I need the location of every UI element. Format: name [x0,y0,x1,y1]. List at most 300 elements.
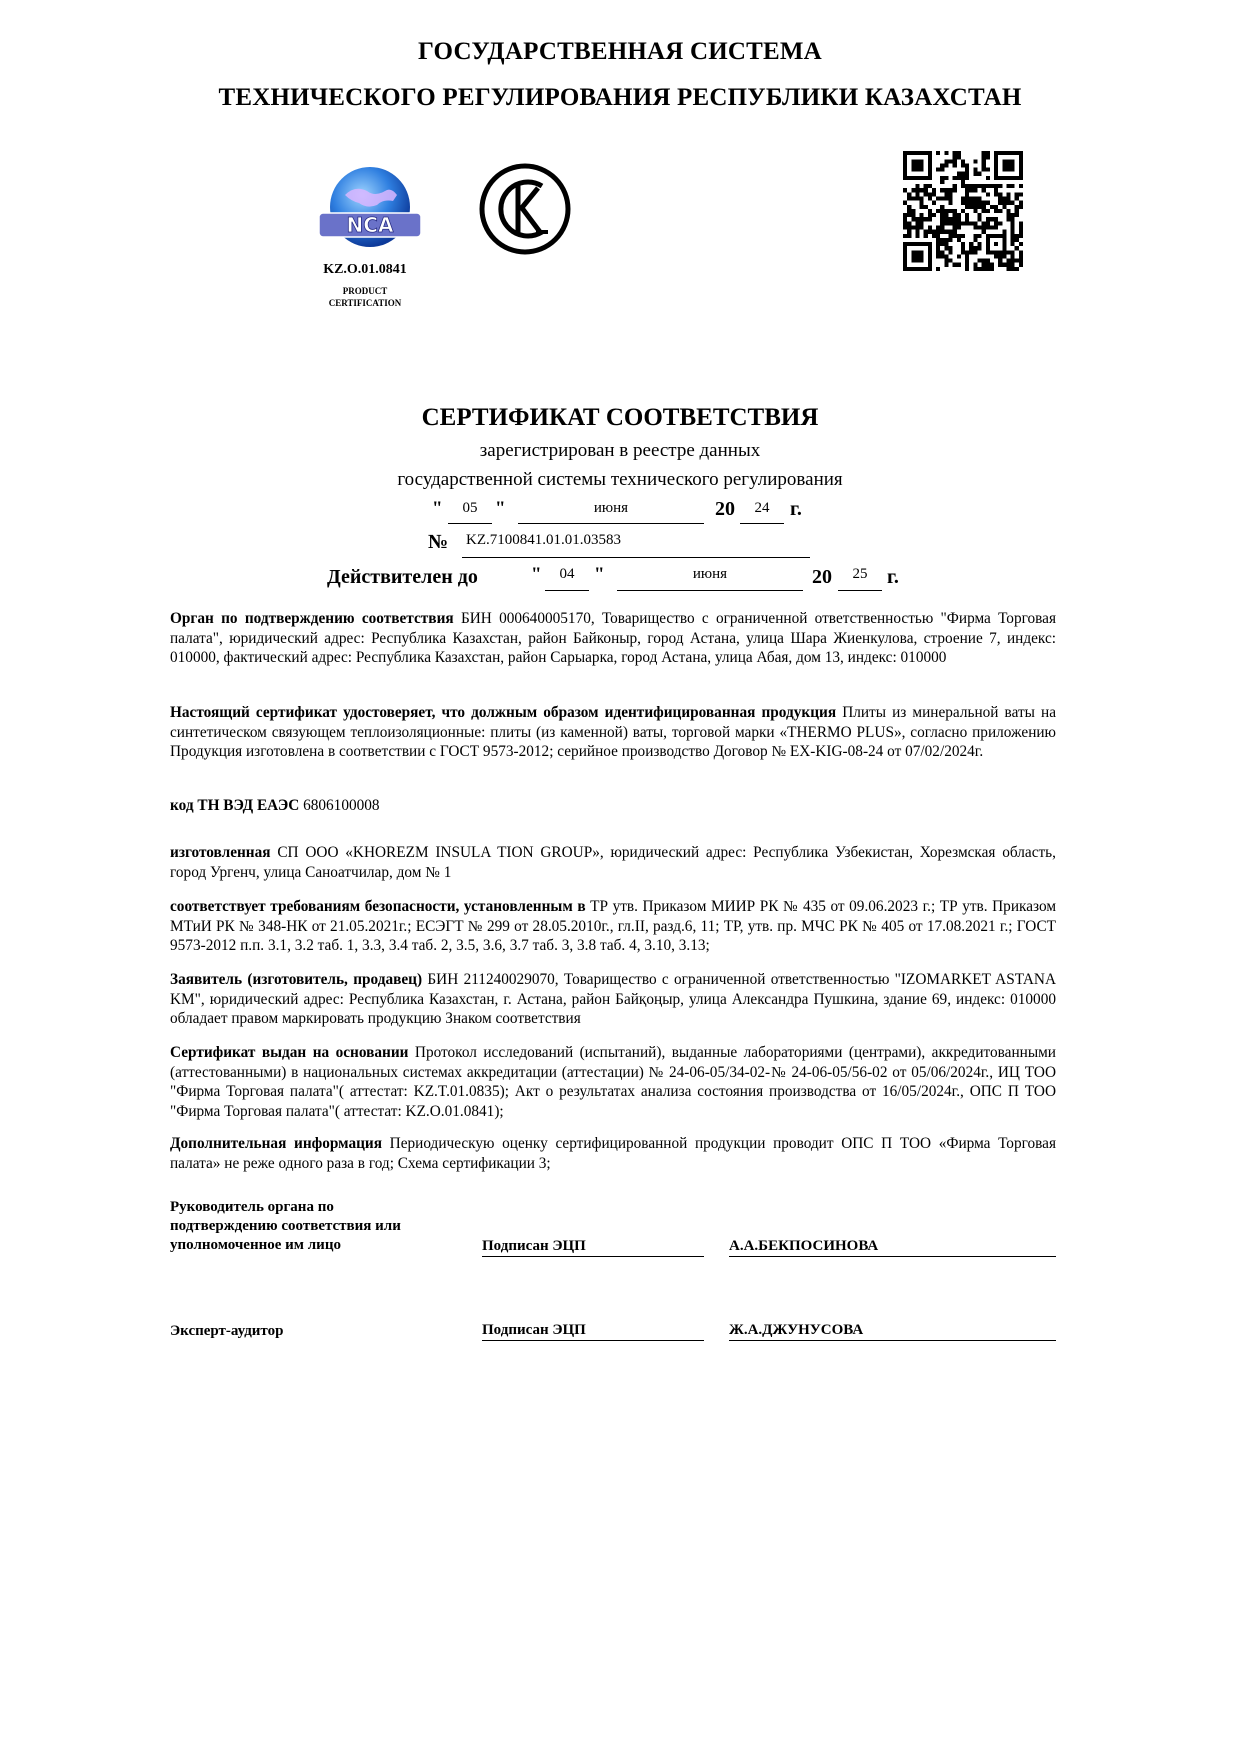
reg-date-year: 24 [754,500,770,516]
qr-module [1006,176,1010,180]
head-signed-ecp: Подписан ЭЦП [482,1238,586,1254]
qr-module [994,176,998,180]
qr-module [907,192,911,196]
qr-module [982,205,986,209]
certification-body-label: Орган по подтверждению соответствия [170,610,454,627]
qr-module [920,250,924,254]
qr-module [982,230,986,234]
qr-module [920,242,924,246]
qr-module [1019,250,1023,254]
qr-module [903,234,907,238]
qr-module [920,221,924,225]
qr-module [940,213,944,217]
qr-module [1015,176,1019,180]
product-label: Настоящий сертификат удостоверяет, что должным образом идентифицированная продукция [170,704,837,721]
qr-module [949,250,953,254]
qr-module [944,263,948,267]
qr-module [986,225,990,229]
qr-module [1015,259,1019,263]
reg-date-month-underline [518,523,704,524]
qr-module [986,176,990,180]
qr-module [965,201,969,205]
qr-module [998,234,1002,238]
qr-module [915,225,919,229]
qr-module [994,159,998,163]
qr-module [920,254,924,258]
qr-module [973,246,977,250]
qr-module [920,201,924,205]
head-signatory-name: А.А.БЕКПОСИНОВА [729,1238,879,1254]
qr-module [911,217,915,221]
qr-module [969,242,973,246]
valid-date-month: июня [692,566,728,582]
qr-module [936,151,940,155]
qr-module [1006,209,1010,213]
qr-module [1002,242,1006,246]
qr-module [965,168,969,172]
qr-module [1006,259,1010,263]
qr-module [994,217,998,221]
qr-module [982,225,986,229]
qr-module [977,234,981,238]
qr-module [1015,192,1019,196]
qr-module [998,221,1002,225]
qr-module [973,197,977,201]
reg-date-century: 20 [715,498,735,520]
head-signatory-line-3: уполномоченное им лицо [170,1237,341,1253]
qr-module [973,225,977,229]
qr-module [932,234,936,238]
qr-module [928,155,932,159]
qr-module [903,151,907,155]
qr-module [940,168,944,172]
qr-module [1002,176,1006,180]
qr-module [903,188,907,192]
qr-module [969,188,973,192]
basis-text: Протокол исследований (испытаний), выданные лабораториями (центрами), аккредитованными (аттестованными) в национальных системах аккредитации (аттестации) № 24-06-05/34-02-№ 24-06-05/56-02 от 05/06/2024г., ИЦ ТОО "Фирма Торговая палата"( аттестат: KZ.T.01.0835); Акт о результатах анализа состояния производства от 16/05/2024г., ОПС П ТОО "Фирма Торговая палата"( аттестат: KZ.O.01.0841); [170,1044,1056,1120]
qr-module [1011,151,1015,155]
qr-module [965,192,969,196]
qr-module [965,188,969,192]
qr-module [957,217,961,221]
qr-module [965,172,969,176]
qr-module [961,163,965,167]
qr-module [928,225,932,229]
qr-module [949,259,953,263]
qr-module [977,246,981,250]
qr-module [1015,209,1019,213]
qr-module [1019,201,1023,205]
qr-module [977,205,981,209]
qr-module [986,221,990,225]
manufacturer-label: изготовленная [170,844,271,861]
qr-module [953,184,957,188]
qr-module [965,254,969,258]
registry-line-1: зарегистрирован в реестре данных [479,440,761,461]
qr-module [973,221,977,225]
qr-module [949,234,953,238]
qr-module [1019,221,1023,225]
qr-module [1011,217,1015,221]
qr-module [903,246,907,250]
qr-module [998,192,1002,196]
qr-module [928,263,932,267]
qr-module [928,242,932,246]
qr-module [920,163,924,167]
qr-module [936,168,940,172]
qr-module [911,254,915,258]
qr-module [949,188,953,192]
qr-module [969,184,973,188]
qr-module [903,213,907,217]
expert-auditor-label: Эксперт-аудитор [170,1323,284,1339]
qr-module [911,225,915,229]
qr-module [920,168,924,172]
qr-module [977,172,981,176]
qr-module [994,242,998,246]
qr-module [986,151,990,155]
qr-module [915,242,919,246]
qr-module [1011,184,1015,188]
qr-module [936,197,940,201]
qr-module [994,205,998,209]
qr-module [1006,217,1010,221]
qr-module [994,155,998,159]
qr-module [928,254,932,258]
qr-module [940,209,944,213]
qr-module [977,259,981,263]
qr-module [982,267,986,271]
head-signature-line [482,1256,704,1257]
qr-module [907,213,911,217]
qr-module [1015,238,1019,242]
qr-module [990,250,994,254]
qr-module [1002,238,1006,242]
qr-module [928,267,932,271]
requirements-section [170,897,1056,956]
qr-module [986,259,990,263]
qr-module [1002,246,1006,250]
qr-module [961,184,965,188]
valid-date-suffix: г. [887,566,899,588]
qr-module [928,259,932,263]
qr-module [977,184,981,188]
qr-module [973,234,977,238]
qr-module [1019,151,1023,155]
certificate-number-underline [462,557,810,558]
qr-module [920,176,924,180]
qr-module [936,230,940,234]
qr-module [965,197,969,201]
qr-module [924,234,928,238]
qr-module [965,217,969,221]
qr-module [924,176,928,180]
qr-module [994,225,998,229]
qr-module [953,225,957,229]
qr-module [911,259,915,263]
qr-module [915,188,919,192]
qr-module [924,205,928,209]
qr-module [998,176,1002,180]
qr-module [907,197,911,201]
qr-module [973,159,977,163]
qr-module [1006,263,1010,267]
qr-module [1006,168,1010,172]
qr-module [949,230,953,234]
qr-module [911,209,915,213]
qr-module [953,221,957,225]
qr-module [977,242,981,246]
qr-module [986,184,990,188]
qr-module [949,246,953,250]
qr-module [973,250,977,254]
qr-module [953,159,957,163]
qr-module [949,197,953,201]
qr-module [940,242,944,246]
qr-module [982,209,986,213]
qr-module [911,188,915,192]
qr-module [1019,259,1023,263]
qr-module [944,213,948,217]
qr-module [907,205,911,209]
qr-module [982,184,986,188]
qr-module [1011,221,1015,225]
qr-module [1011,267,1015,271]
qr-module [961,197,965,201]
qr-module [928,151,932,155]
qr-module [915,184,919,188]
qr-module [928,197,932,201]
qr-module [1019,192,1023,196]
qr-module [915,259,919,263]
qr-module [911,242,915,246]
qr-module [911,168,915,172]
qr-module [915,221,919,225]
qr-module [1002,197,1006,201]
qr-module [1011,159,1015,163]
qr-module [982,263,986,267]
qr-module [940,176,944,180]
qr-module [903,250,907,254]
qr-module [903,159,907,163]
qr-module [998,197,1002,201]
qr-module [928,192,932,196]
reg-date-day-underline [448,523,492,524]
qr-module [957,263,961,267]
qr-module [907,176,911,180]
qr-module [1019,168,1023,172]
head-signatory-label [170,1198,401,1255]
qr-module [903,172,907,176]
qr-module [903,176,907,180]
qr-module [957,238,961,242]
qr-module [1011,213,1015,217]
qr-module [961,209,965,213]
qr-module [994,250,998,254]
qr-module [990,205,994,209]
qr-module [973,267,977,271]
qr-module [920,197,924,201]
qr-module [953,213,957,217]
qr-module [1011,250,1015,254]
qr-module [969,221,973,225]
certificate-title: СЕРТИФИКАТ СООТВЕТСТВИЯ [421,404,819,431]
qr-module [953,217,957,221]
qr-module [1019,172,1023,176]
qr-module [977,267,981,271]
qr-module [953,209,957,213]
qr-module [969,246,973,250]
qr-module [1006,201,1010,205]
qr-module [907,221,911,225]
qr-module [944,246,948,250]
qr-module [911,267,915,271]
qr-module [1002,168,1006,172]
qr-module [982,151,986,155]
qr-module [928,184,932,188]
qr-module [911,159,915,163]
qr-module [957,151,961,155]
qr-module [940,205,944,209]
qr-module [940,230,944,234]
qr-module [924,192,928,196]
qr-module [944,254,948,258]
qr-module [965,259,969,263]
additional-info-section [170,1134,1056,1173]
qr-module [994,172,998,176]
qr-module [973,205,977,209]
qr-module [990,184,994,188]
qr-module [924,151,928,155]
qr-module [903,259,907,263]
qr-module [1002,234,1006,238]
qr-module [965,205,969,209]
qr-module [1015,234,1019,238]
qr-module [907,267,911,271]
qr-module [982,168,986,172]
qr-module [1019,225,1023,229]
qr-module [903,163,907,167]
head-name-line [729,1256,1056,1257]
manufacturer-text: СП ООО «KHOREZM INSULA TION GROUP», юридический адрес: Республика Узбекистан, Хорезмская область, город Ургенч, улица Саноатчилар, дом № 1 [170,844,1056,881]
qr-module [936,238,940,242]
qr-module [1019,254,1023,258]
qr-module [994,209,998,213]
qr-module [924,184,928,188]
requirements-text: ТР утв. Приказом МИИР РК № 435 от 09.06.2023 г.; ТР утв. Приказом МТиИ РК № 348-НК от 21.05.2021г.; ЕСЭГТ № 299 от 28.05.2010г., гл.II, разд.6, 11; ТР, утв. пр. МЧС РК № 405 от 17.08.2021 г.; ГОСТ 9573-2012 п.п. 3.1, 3.2 таб. 1, 3.3, 3.4 таб. 2, 3.5, 3.6, 3.7 таб. 3, 3.8 таб. 4, 3.10, 3.13; [170,898,1057,954]
qr-module [982,159,986,163]
qr-module [961,176,965,180]
head-signatory-line-2: подтверждению соответствия или [170,1218,401,1234]
valid-date-century: 20 [812,566,832,588]
qr-module [911,250,915,254]
qr-module [998,263,1002,267]
qr-module [915,217,919,221]
qr-module [973,188,977,192]
qr-module [953,151,957,155]
head-signatory-line-1: Руководитель органа по [170,1199,334,1215]
qr-module [982,259,986,263]
qr-module [903,267,907,271]
qr-module [961,180,965,184]
qr-module [907,234,911,238]
qr-module [994,234,998,238]
qr-module [998,254,1002,258]
qr-module [920,259,924,263]
header-line-1: ГОСУДАРСТВЕННАЯ СИСТЕМА [418,38,822,65]
qr-module [944,151,948,155]
qr-module [915,197,919,201]
qr-module [977,213,981,217]
qr-module [1011,242,1015,246]
qr-module [924,267,928,271]
qr-module [957,155,961,159]
qr-module [1015,151,1019,155]
tnved-section [170,796,1056,816]
nca-subtitle-line-2: CERTIFICATION [328,298,402,308]
qr-module [982,188,986,192]
qr-module [990,234,994,238]
qr-module [915,254,919,258]
qr-module [998,201,1002,205]
qr-module [961,234,965,238]
qr-module [953,234,957,238]
valid-date-year: 25 [852,566,868,582]
qr-module [907,151,911,155]
qr-module [911,151,915,155]
qr-module [986,238,990,242]
qr-module [949,238,953,242]
qr-module [903,242,907,246]
qr-module [903,254,907,258]
qr-module [986,234,990,238]
qr-module [1006,250,1010,254]
additional-info-label: Дополнительная информация [170,1135,383,1152]
qr-module [977,197,981,201]
qr-module [907,225,911,229]
reg-date-year-underline [740,523,784,524]
qr-module [920,225,924,229]
qr-module [961,201,965,205]
qr-module [928,176,932,180]
qr-module [949,209,953,213]
qr-module [928,246,932,250]
qr-module [977,201,981,205]
qr-module [1011,254,1015,258]
qr-module [1011,234,1015,238]
valid-date-day: 04 [559,566,575,582]
nca-logo-text: NCA [346,213,394,237]
qr-module [928,163,932,167]
qr-module [986,209,990,213]
qr-module [928,168,932,172]
qr-module [1011,163,1015,167]
qr-module [1011,201,1015,205]
qr-module [998,151,1002,155]
qr-module [990,217,994,221]
valid-date-day-underline [545,590,589,591]
reg-date-month: июня [593,500,629,516]
qr-module [940,225,944,229]
qr-module [924,217,928,221]
manufacturer-section [170,843,1056,882]
qr-module [998,250,1002,254]
qr-module [965,221,969,225]
tnved-label: код ТН ВЭД ЕАЭС [170,797,300,814]
qr-module [990,267,994,271]
qr-module [936,242,940,246]
qr-module [953,263,957,267]
